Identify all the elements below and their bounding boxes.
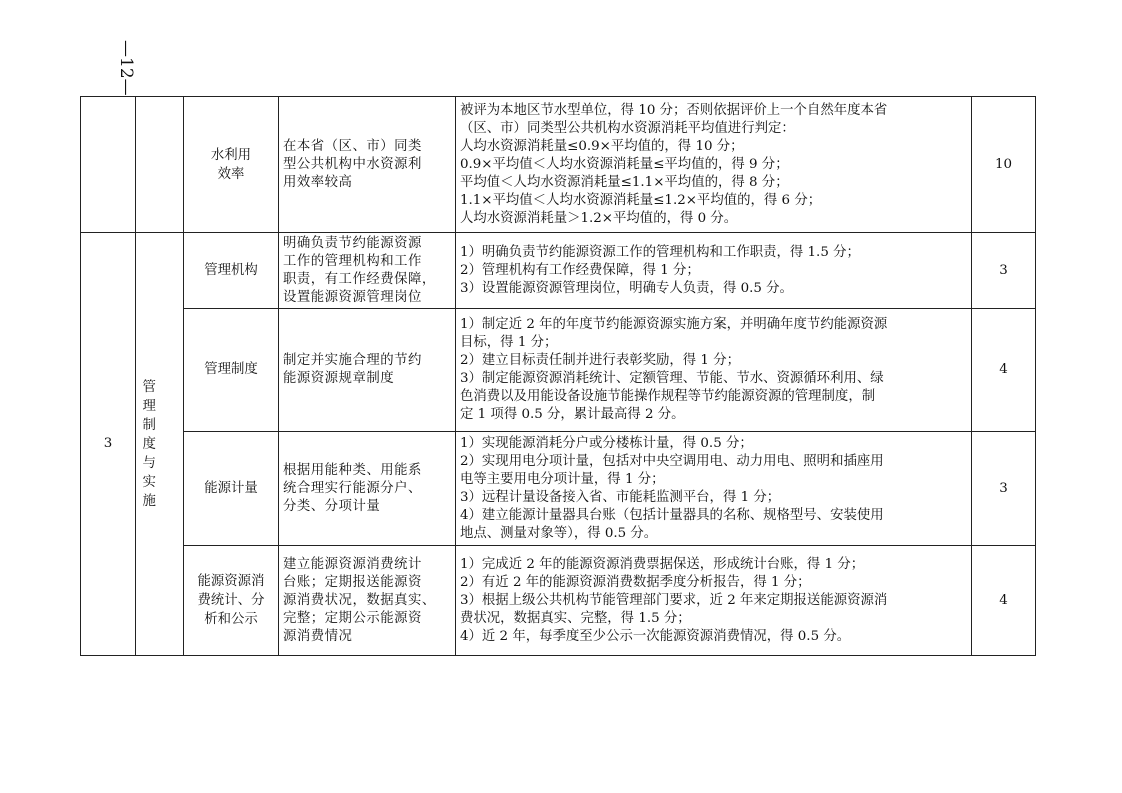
score-cell: 4 — [972, 546, 1036, 656]
requirement-cell: 建立能源资源消费统计 台账；定期报送能源资 源消费状况，数据真实、 完整；定期公示能源资 源消费情况 — [279, 546, 456, 656]
requirement-cell: 明确负责节约能源资源 工作的管理机构和工作 职责，有工作经费保障， 设置能源资源管理岗位 — [279, 233, 456, 309]
criteria-cell: 1）实现能源消耗分户或分楼栋计量，得 0.5 分； 2）实现用电分项计量，包括对中央空调用电、动力用电、照明和插座用 电等主要用电分项计量，得 1 分； 3）远程计量设备接入省、市能耗监测平台，得 1 分； 4）建立能源计量器具台账（包括计量器具的名称、规格型号、安装使用 地点、测量对象等），得 0.5 分。 — [456, 432, 972, 546]
table-row — [81, 546, 1036, 656]
number-cell-empty — [81, 97, 136, 233]
item-cell: 管理制度 — [184, 309, 279, 432]
group-number-cell: 3 — [81, 233, 136, 656]
table-row — [81, 97, 1036, 233]
score-cell: 3 — [972, 233, 1036, 309]
criteria-cell: 1）明确负责节约能源资源工作的管理机构和工作职责，得 1.5 分； 2）管理机构有工作经费保障，得 1 分； 3）设置能源资源管理岗位，明确专人负责，得 0.5 分。 — [456, 233, 972, 309]
score-cell: 3 — [972, 432, 1036, 546]
item-cell: 管理机构 — [184, 233, 279, 309]
table-row — [81, 309, 1036, 432]
evaluation-table — [80, 96, 1036, 656]
table-row — [81, 432, 1036, 546]
item-cell: 水利用 效率 — [184, 97, 279, 233]
score-cell: 10 — [972, 97, 1036, 233]
criteria-cell: 1）完成近 2 年的能源资源消费票据保送，形成统计台账，得 1 分； 2）有近 2 年的能源资源消费数据季度分析报告，得 1 分； 3）根据上级公共机构节能管理部门要求，近 2 年来定期报送能源资源消 费状况，数据真实、完整，得 1.5 分； 4）近 2 年，每季度至少公示一次能源资源消费情况，得 0.5 分。 — [456, 546, 972, 656]
criteria-cell: 被评为本地区节水型单位，得 10 分；否则依据评价上一个自然年度本省 （区、市）同类型公共机构水资源消耗平均值进行判定： 人均水资源消耗量≤0.9×平均值的，得 10 分； 0.9×平均值＜人均水资源消耗量≤平均值的，得 9 分； 平均值＜人均水资源消耗量≤1.1×平均值的，得 8 分； 1.1×平均值＜人均水资源消耗量≤1.2×平均值的，得 6 分； 人均水资源消耗量＞1.2×平均值的，得 0 分。 — [456, 97, 972, 233]
page-number: —12— — [116, 40, 136, 96]
criteria-cell: 1）制定近 2 年的年度节约能源资源实施方案，并明确年度节约能源资源 目标，得 1 分； 2）建立目标责任制并进行表彰奖励，得 1 分； 3）制定能源资源消耗统计、定额管理、节能、节水、资源循环利用、绿 色消费以及用能设备设施节能操作规程等节约能源资源的管理制度，制 定 1 项得 0.5 分，累计最高得 2 分。 — [456, 309, 972, 432]
group-category-cell: 管理制度与实施 — [136, 233, 184, 656]
requirement-cell: 制定并实施合理的节约 能源资源规章制度 — [279, 309, 456, 432]
requirement-cell: 在本省（区、市）同类 型公共机构中水资源利 用效率较高 — [279, 97, 456, 233]
item-cell: 能源资源消 费统计、分 析和公示 — [184, 546, 279, 656]
requirement-cell: 根据用能种类、用能系 统合理实行能源分户、 分类、分项计量 — [279, 432, 456, 546]
category-cell-empty — [136, 97, 184, 233]
score-cell: 4 — [972, 309, 1036, 432]
item-cell: 能源计量 — [184, 432, 279, 546]
table-row — [81, 233, 1036, 309]
